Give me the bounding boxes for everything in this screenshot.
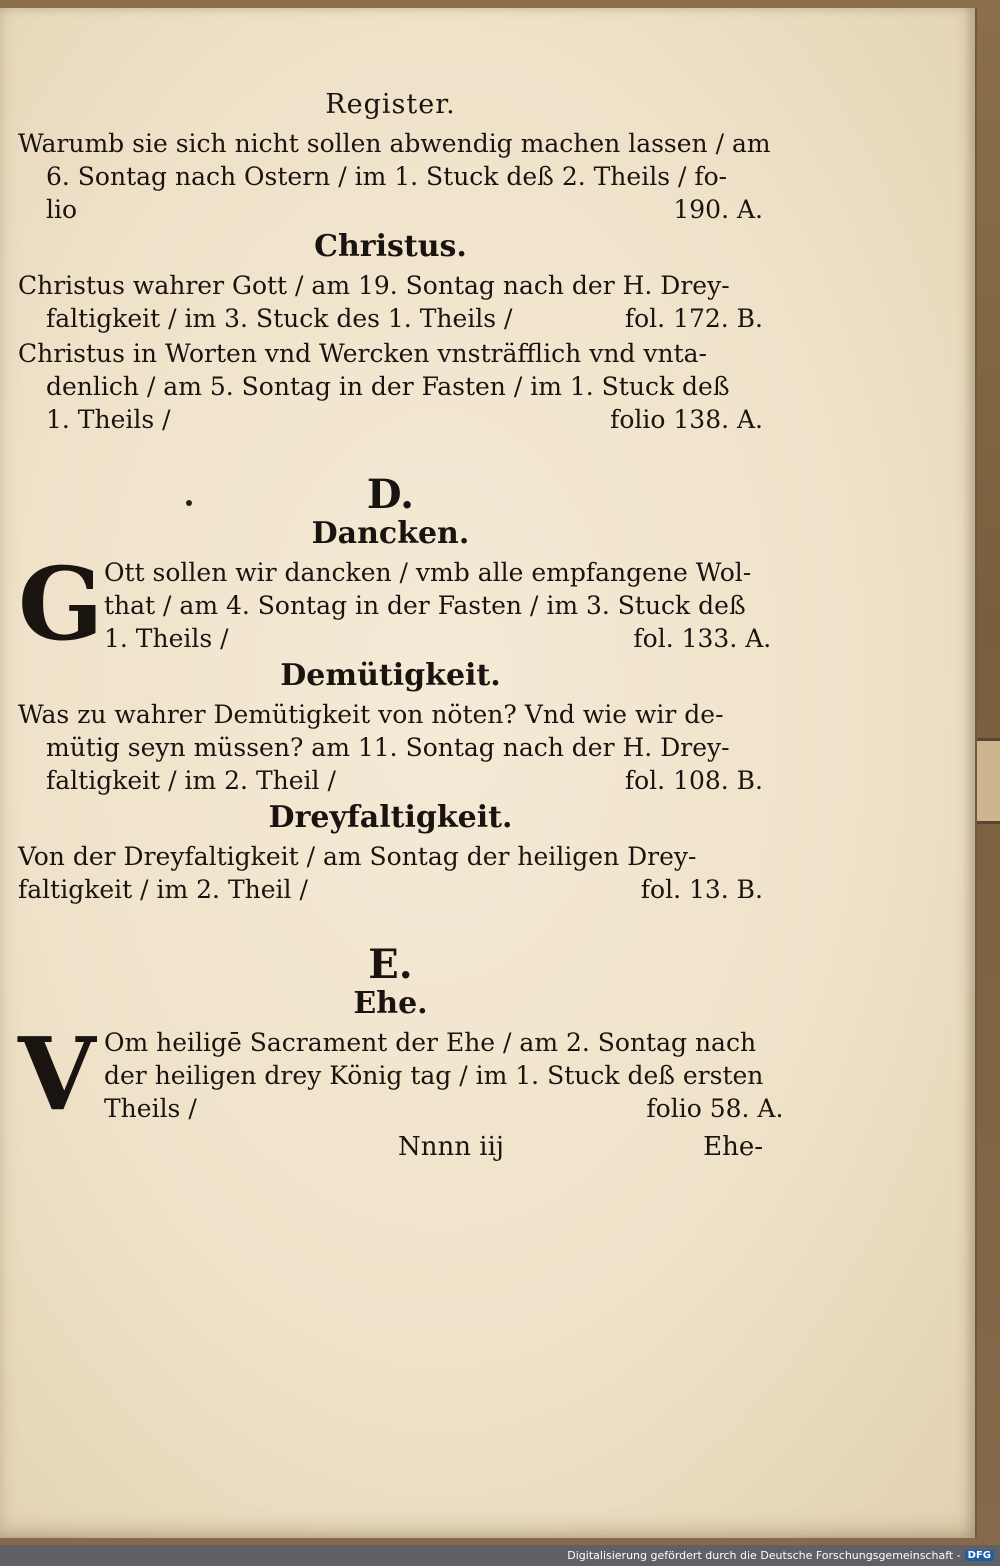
index-entry-ehe bbox=[18, 1015, 784, 1133]
entry-line: der heiligen drey König tag / im 1. Stuck deß ersten bbox=[104, 1061, 764, 1090]
index-entry bbox=[18, 337, 763, 436]
letter-heading-e: E. bbox=[368, 941, 413, 988]
credit-text: Digitalisierung gefördert durch die Deutsche Forschungsgemeinschaft - bbox=[567, 1549, 961, 1562]
entry-line: Was zu wahrer Demütigkeit von nöten? Vnd wie wir de- bbox=[18, 700, 724, 729]
index-entry bbox=[18, 698, 763, 797]
section-heading-dancken: Dancken. bbox=[311, 516, 470, 551]
running-head: Register. bbox=[325, 89, 456, 120]
entry-line: 6. Sontag nach Ostern / im 1. Stuck deß 2. Theils / fo- bbox=[46, 162, 728, 191]
index-entry bbox=[18, 840, 763, 906]
drop-cap-initial: G bbox=[18, 545, 104, 663]
entry-line: faltigkeit / im 2. Theil / fol. 13. B. bbox=[18, 875, 763, 904]
entry-body bbox=[104, 1026, 783, 1125]
entry-line: Christus in Worten vnd Wercken vnsträfflich vnd vnta- bbox=[18, 339, 707, 368]
section-heading-dreyfaltigkeit: Dreyfaltigkeit. bbox=[268, 800, 513, 835]
entry-line: Ott sollen wir dancken / vmb alle empfangene Wol- bbox=[104, 558, 752, 587]
drop-cap-initial: V bbox=[18, 1015, 96, 1133]
section-heading-demuetigkeit: Demütigkeit. bbox=[280, 658, 501, 693]
intro-entry bbox=[18, 127, 771, 226]
letter-heading-d: D. bbox=[366, 471, 415, 518]
entry-line: that / am 4. Sontag in der Fasten / im 3. Stuck deß bbox=[104, 591, 746, 620]
index-entry bbox=[18, 269, 763, 335]
dfg-logo: DFG bbox=[965, 1550, 994, 1561]
page-foot bbox=[18, 1131, 763, 1164]
section-heading-ehe: Ehe. bbox=[353, 986, 428, 1021]
entry-line: 1. Theils / folio 138. A. bbox=[46, 405, 763, 434]
page-text bbox=[18, 88, 784, 1164]
digitization-credit-bar bbox=[0, 1545, 1000, 1566]
entry-line: denlich / am 5. Sontag in der Fasten / im 1. Stuck deß bbox=[46, 372, 730, 401]
entry-line: faltigkeit / im 3. Stuck des 1. Theils / fol. 172. B. bbox=[46, 304, 763, 333]
entry-line: Christus wahrer Gott / am 19. Sontag nach der H. Drey- bbox=[18, 271, 730, 300]
entry-line: lio 190. A. bbox=[46, 195, 763, 224]
entry-line: mütig seyn müssen? am 11. Sontag nach der H. Drey- bbox=[46, 733, 730, 762]
signature-mark: Nnnn iij bbox=[398, 1132, 504, 1162]
entry-line: Warumb sie sich nicht sollen abwendig machen lassen / am bbox=[18, 129, 771, 158]
entry-line: Von der Dreyfaltigkeit / am Sontag der heiligen Drey- bbox=[18, 842, 697, 871]
index-entry-dancken bbox=[18, 545, 772, 663]
catchword: Ehe- bbox=[703, 1132, 763, 1162]
entry-line: Theils / folio 58. A. bbox=[104, 1094, 784, 1123]
entry-body bbox=[104, 556, 771, 655]
entry-line: Om heiligē Sacrament der Ehe / am 2. Sontag nach bbox=[104, 1028, 757, 1057]
entry-line: 1. Theils / fol. 133. A. bbox=[104, 624, 772, 653]
book-page bbox=[0, 8, 977, 1538]
section-heading-christus: Christus. bbox=[314, 229, 467, 264]
entry-line: faltigkeit / im 2. Theil / fol. 108. B. bbox=[46, 766, 763, 795]
